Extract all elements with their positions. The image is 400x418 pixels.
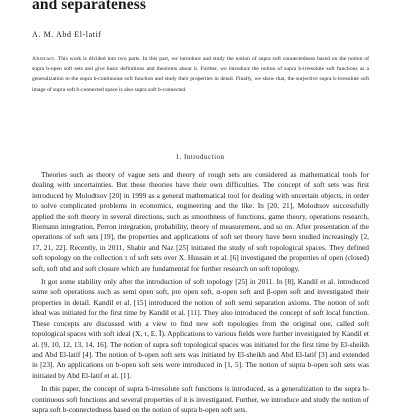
author-name: A. M. Abd El-latif — [32, 30, 102, 39]
body-paragraph: In this paper, the concept of supra b-irresolute soft functions is introduced, as a generalization to the supra b-continuous soft functions and several properties of it is investigated. Further, we introduce and study the notion of supra soft b-connectedness based on the notion of supra b-open soft sets. — [32, 384, 369, 414]
abstract-text: This work is divided into two parts. In this part, we introduce and study the notion of supra soft connectedness based on the notion of supra b-open soft sets and give basic definitions and theorems about it. Further, we introduce the notion of supra b-irresolute soft functions as a generalization to the supra b-continuous soft function and study their properties in detail. Finally, we show that, the surjective supra b-irresolute soft image of supra soft b-connected space is also supra soft b-connected. — [32, 56, 369, 93]
abstract-label: Abstract. — [32, 56, 56, 62]
abstract — [32, 54, 369, 95]
introduction-body — [32, 170, 369, 418]
body-paragraph: Theories such as theory of vague sets and theory of rough sets are considered as mathematical tools for dealing with uncertainties. But these theories have their own difficulties. The concept of soft sets was first introduced by Molodtsov [20] in 1999 as a general mathematical tool for dealing with uncertain objects, in order to solve complicated problems in economics, engineering and the like. In [20, 21], Molodtsov successfully applied the soft theory in several directions, such as smoothness of functions, game theory, operations research, Riemann integration, Perron integration, probability, theory of measurement, and so on. After presentation of the operations of soft sets [19], the properties and applications of soft set theory have been studied increasingly [2, 17, 21, 22]. Recently, in 2011, Shabir and Naz [25] initiated the study of soft topological spaces. They defined soft topology on the collection τ of soft sets over X. Hussain et al. [6] investigated the properties of open (closed) soft, soft nbd and soft closure which are fundamental for further research on soft topology. — [32, 170, 369, 273]
section-heading-introduction: 1. Introduction — [175, 153, 225, 161]
body-paragraph: It got some stability only after the introduction of soft topology [25] in 2011. In [8], Kandil et al. introduced some soft operations such as semi open soft, pre open soft, α-open soft and β-open soft and investigated their properties in detail. Kandil et al. [15] introduced the notion of soft semi separation axioms. The notion of soft ideal was initiated for the first time by Kandil et al. [11]. They also introduced the concept of soft local function. These concepts are discussed with a view to find new soft topologies from the original one, called soft topological spaces with soft ideal (X, τ, E, Ĩ). Applications to various fields were further investigated by Kandil et al. [9, 10, 12, 13, 14, 16]. The notion of supra soft topological spaces was initiated for the first time by El-sheikh and Abd El-latif [4]. The notion of b-open soft sets was initiated by El-sheikh and Abd El-latif [3] and extended in [23]. An applications on b-open soft sets were introduced in [1, 5]. The notion of supra b-open soft sets was initiated by Abd El-latif et al. [1]. — [32, 277, 369, 380]
paper-title-fragment: and separateness — [32, 0, 146, 13]
